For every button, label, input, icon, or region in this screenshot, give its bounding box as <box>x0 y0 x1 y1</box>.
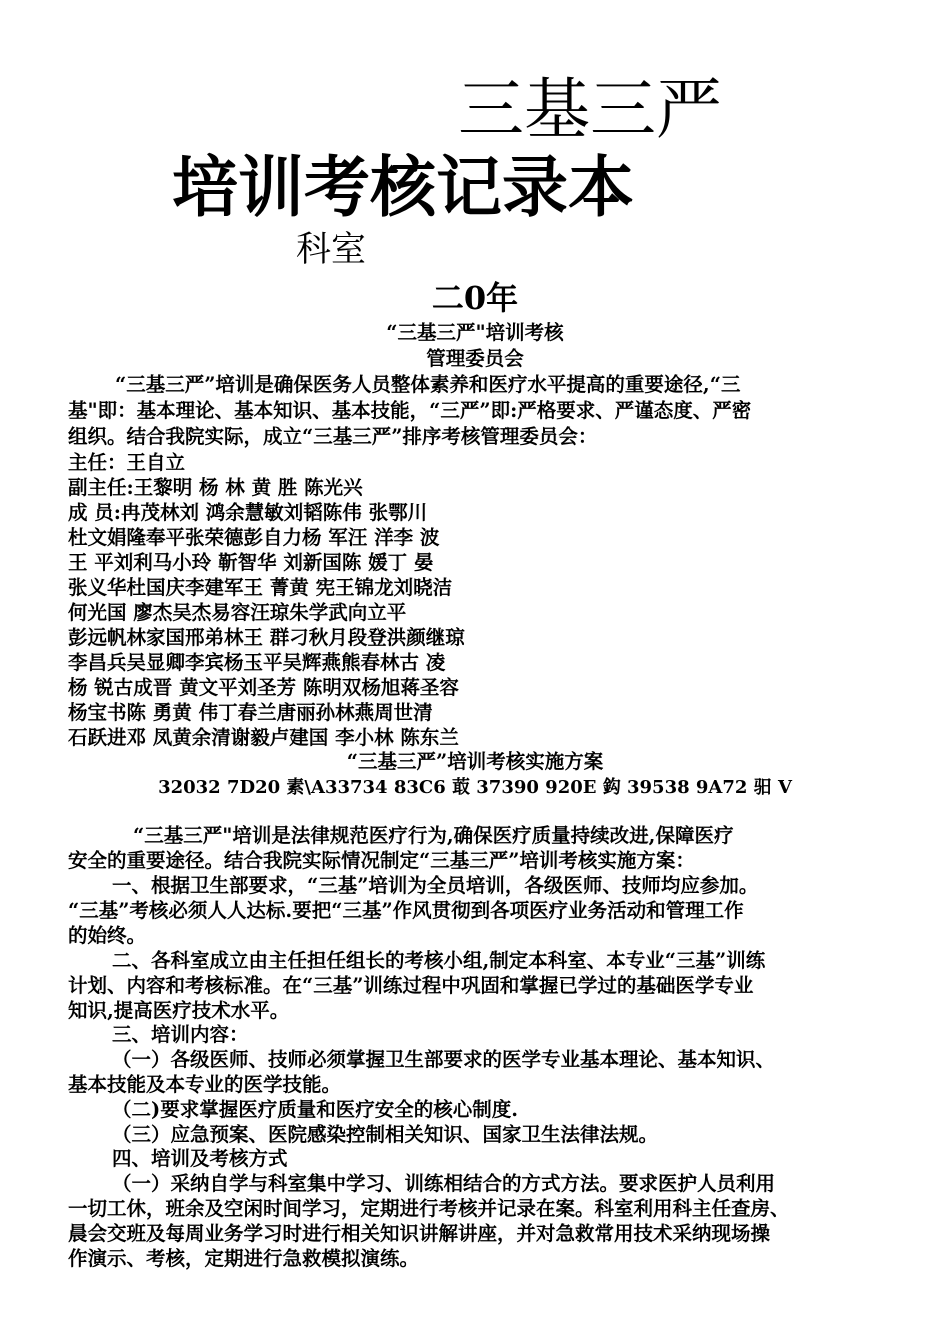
plan-paragraph-line: 晨会交班及每周业务学习时进行相关知识讲解讲座，并对急救常用技术采纳现场操 <box>68 1222 771 1245</box>
plan-paragraph-line: 安全的重要途径。结合我院实际情况制定“三基三严”培训考核实施方案： <box>68 849 695 872</box>
cover-title-line1: 三基三严 <box>458 71 722 148</box>
plan-paragraph-line: （一）采纳自学与科室集中学习、训练相结合的方式方法。要求医护人员利用 <box>112 1172 776 1195</box>
plan-section-heading: 三、培训内容： <box>112 1023 249 1046</box>
committee-intro-line: 基"即：基本理论、基本知识、基本技能，“三严”即:严格要求、严谨态度、严密 <box>68 399 752 422</box>
plan-paragraph-line: 一切工休，班余及空闲时间学习，定期进行考核并记录在案。科室利用科主任查房、 <box>68 1197 790 1220</box>
plan-paragraph-line: 基本技能及本专业的医学技能。 <box>68 1073 342 1096</box>
committee-member-line: 杨宝书陈 勇黄 伟丁春兰唐丽孙林燕周世清 <box>68 701 433 724</box>
plan-paragraph-line: （一）各级医师、技师必须掌握卫生部要求的医学专业基本理论、基本知识、 <box>112 1048 776 1071</box>
committee-member-line: 王 平刘利马小玲 靳智华 刘新国陈 媛丁 晏 <box>68 551 434 574</box>
plan-paragraph-line: 二、各科室成立由主任担任组长的考核小组,制定本科室、本专业“三基”训练 <box>112 949 766 972</box>
cover-year: 二0年 <box>431 279 519 317</box>
committee-member-line: 彭远帆林家国邢弟林王 群刁秋月段登洪颜继琼 <box>68 626 465 649</box>
committee-member-line: 成 员:冉茂林刘 鸿余慧敏刘韬陈伟 张鄂川 <box>68 501 428 524</box>
committee-intro-line: 组织。结合我院实际，成立“三基三严”排序考核管理委员会： <box>68 425 598 448</box>
committee-subheading: 管理委员会 <box>426 347 524 370</box>
committee-intro-line: “三基三严”培训是确保医务人员整体素养和医疗水平提高的重要途径,“三 <box>115 373 741 396</box>
committee-member-line: 李昌兵吴显卿李宾杨玉平吴辉燕熊春林古 凌 <box>68 651 446 674</box>
committee-heading: “三基三严"培训考核 <box>386 321 564 344</box>
plan-paragraph-line: 作演示、考核，定期进行急救模拟演练。 <box>68 1247 420 1270</box>
committee-member-line: 张义华杜国庆李建军王 菁黄 宪王锦龙刘晓洁 <box>68 576 453 599</box>
committee-member-line: 副主任:王黎明 杨 林 黄 胜 陈光兴 <box>68 476 363 499</box>
plan-paragraph-line: 知识,提高医疗技术水平。 <box>68 999 290 1022</box>
committee-member-line: 杨 锐古成晋 黄文平刘圣芳 陈明双杨旭蒋圣容 <box>68 676 459 699</box>
plan-paragraph-line: “三基”考核必须人人达标.要把“三基”作风贯彻到各项医疗业务活动和管理工作 <box>68 899 744 922</box>
plan-paragraph-line: “三基三严"培训是法律规范医疗行为,确保医疗质量持续改进,保障医疗 <box>133 824 734 847</box>
plan-paragraph-line: 的始终。 <box>68 924 147 947</box>
committee-member-line: 何光国 廖杰吴杰易容汪琼朱学武向立平 <box>68 601 407 624</box>
plan-code-line: 32032 7D20 素\A33734 83C6 菆 37390 920E 鈎 39538 9A72 驲 V <box>158 777 792 798</box>
plan-paragraph-line: （二)要求掌握医疗质量和医疗安全的核心制度. <box>112 1098 519 1121</box>
cover-title-line2: 培训考核记录本 <box>172 149 634 226</box>
plan-section-heading: 四、培训及考核方式 <box>112 1147 288 1170</box>
committee-member-line: 杜文娟隆奉平张荣德彭自力杨 军汪 洋李 波 <box>68 526 440 549</box>
plan-paragraph-line: 计划、内容和考核标准。在“三基”训练过程中巩固和掌握已学过的基础医学专业 <box>68 974 754 997</box>
plan-paragraph-line: 一、根据卫生部要求，“三基”培训为全员培训，各级医师、技师均应参加。 <box>112 874 759 897</box>
plan-heading: “三基三严”培训考核实施方案 <box>346 750 604 773</box>
cover-department: 科室 <box>296 230 367 270</box>
plan-paragraph-line: （三）应急预案、医院感染控制相关知识、国家卫生法律法规。 <box>112 1123 659 1146</box>
committee-member-line: 石跃进邓 凤黄余清谢毅卢建国 李小林 陈东兰 <box>68 726 459 749</box>
committee-member-line: 主任：王自立 <box>68 451 186 474</box>
